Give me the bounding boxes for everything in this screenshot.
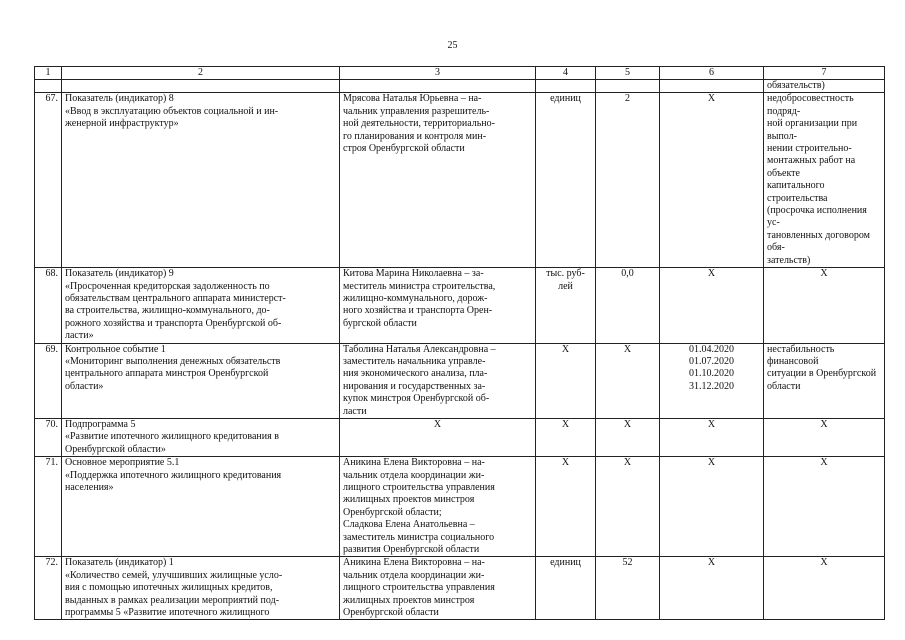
row-number: 71.	[35, 457, 62, 557]
text-line: программы 5 «Развитие ипотечного жилищного	[65, 607, 270, 619]
indicator-name	[62, 268, 340, 343]
responsible-person	[340, 93, 536, 268]
text-line: нестабильность финансовой	[767, 343, 835, 367]
text-line: чальник отдела координации жи-	[343, 469, 485, 481]
text-line: «Ввод в эксплуатацию объектов социальной и ин-	[65, 105, 279, 117]
text-line: Сладкова Елена Анатольевна –	[343, 519, 475, 531]
indicator-name	[62, 418, 340, 456]
indicator-name	[62, 457, 340, 557]
value-cell: Х	[596, 418, 660, 456]
text-line: Китова Марина Николаевна – за-	[343, 268, 484, 280]
text-line: заместитель начальника управле-	[343, 355, 486, 367]
row-number: 70.	[35, 418, 62, 456]
table-row	[35, 457, 885, 557]
date-line: 01.04.2020	[689, 343, 734, 355]
value-cell: 2	[596, 93, 660, 268]
page-number: 25	[447, 40, 458, 51]
table-header-row	[35, 67, 885, 80]
value-cell: 0,0	[596, 268, 660, 343]
text-line: жилищных проектов минстроя	[343, 594, 475, 606]
text-line: ного хозяйства и транспорта Орен-	[343, 305, 493, 317]
header-cell: 5	[596, 67, 660, 80]
date-cell: Х	[660, 557, 764, 620]
text-line: Оренбургской области»	[65, 443, 166, 455]
text-line: жилищных проектов минстроя	[343, 494, 475, 506]
value-cell: 52	[596, 557, 660, 620]
date-cell: Х	[660, 268, 764, 343]
indicators-table	[34, 66, 885, 620]
text-line: вия с помощью ипотечных жилищных кредитов,	[65, 582, 273, 594]
text-line: выданных в рамках реализации мероприятий под-	[65, 594, 280, 606]
text-line: купок минстроя Оренбургской об-	[343, 393, 490, 405]
date-cell: Х	[660, 93, 764, 268]
risk-cell: Х	[764, 557, 885, 620]
header-cell: 3	[340, 67, 536, 80]
text-line: Оренбургской области;	[343, 506, 442, 518]
risk-cell: Х	[764, 268, 885, 343]
table-row	[35, 268, 885, 343]
text-line: ной организации при выпол-	[767, 118, 858, 142]
text-line: заместитель министра социального	[343, 531, 495, 543]
unit-cell	[536, 268, 596, 343]
text-line: «Количество семей, улучшивших жилищные усло-	[65, 569, 283, 581]
text-line: недобросовестность подряд-	[767, 93, 854, 117]
text-line: населения»	[65, 482, 114, 493]
date-cell: Х	[660, 457, 764, 557]
text-line: «Развитие ипотечного жилищного кредитования в	[65, 431, 279, 443]
text-line: монтажных работ на объекте	[767, 155, 856, 179]
text-line: Подпрограмма 5	[65, 418, 136, 430]
table-row	[35, 418, 885, 456]
text-line: «Мониторинг выполнения денежных обязательств	[65, 355, 281, 367]
text-line: зательств)	[767, 254, 811, 266]
text-line: лищного строительства управления	[343, 582, 495, 594]
date-cell	[660, 343, 764, 418]
text-line: нении строительно-	[767, 143, 852, 155]
text-line: Оренбургской области	[343, 607, 439, 619]
unit-cell: единиц	[536, 93, 596, 268]
text-line: Показатель (индикатор) 9	[65, 268, 174, 280]
table-row	[35, 557, 885, 620]
text-line: лищного строительства управления	[343, 482, 495, 493]
unit-cell: Х	[536, 343, 596, 418]
date-line: 01.10.2020	[689, 368, 734, 380]
date-line: 01.07.2020	[689, 355, 734, 367]
text-line: ласти	[343, 405, 367, 417]
text-line: Показатель (индикатор) 1	[65, 557, 174, 569]
text-line: чальник отдела координации жи-	[343, 569, 485, 581]
text-line: (просрочка исполнения ус-	[767, 205, 867, 229]
risk-cell: Х	[764, 418, 885, 456]
text-line: нирования и государственных за-	[343, 380, 486, 392]
row-number: 69.	[35, 343, 62, 418]
text-line: Аникина Елена Викторовна – на-	[343, 557, 485, 569]
text-line: обязательствам центрального аппарата министерст-	[65, 292, 286, 304]
row-number: 68.	[35, 268, 62, 343]
text-line: лей	[558, 280, 573, 292]
text-line: Мрясова Наталья Юрьевна – на-	[343, 93, 482, 105]
continued-row	[35, 80, 885, 93]
text-line: тановленных договором обя-	[767, 229, 870, 254]
text-line: «Просроченная кредиторская задолженность по	[65, 280, 270, 292]
unit-cell: Х	[536, 418, 596, 456]
value-cell: Х	[596, 457, 660, 557]
text-line: жилищно-коммунального, дорож-	[343, 292, 488, 304]
unit-cell: единиц	[536, 557, 596, 620]
continued-cell: обязательств)	[764, 80, 885, 93]
text-line: «Поддержка ипотечного жилищного кредитования	[65, 469, 282, 481]
text-line: Контрольное событие 1	[65, 343, 166, 355]
header-cell: 2	[62, 67, 340, 80]
text-line: области»	[65, 380, 104, 392]
text-line: развития Оренбургской области	[343, 544, 480, 556]
text-line: тыс. руб-	[546, 268, 585, 280]
value-cell: Х	[596, 343, 660, 418]
indicator-name	[62, 557, 340, 620]
text-line: бургской области	[343, 317, 417, 329]
responsible-person	[340, 268, 536, 343]
text-line: центрального аппарата минстроя Оренбургской	[65, 368, 269, 380]
table-row	[35, 343, 885, 418]
risk-cell	[764, 343, 885, 418]
responsible-person	[340, 557, 536, 620]
text-line: области	[767, 380, 801, 392]
header-cell: 1	[35, 67, 62, 80]
text-line: чальник управления разрешитель-	[343, 105, 490, 117]
text-line: рожного хозяйства и транспорта Оренбургской об-	[65, 317, 282, 329]
text-line: строя Оренбургской области	[343, 143, 465, 155]
text-line: ной деятельности, территориально-	[343, 118, 495, 130]
text-line: Показатель (индикатор) 8	[65, 93, 174, 105]
text-line: го планирования и контроля мин-	[343, 130, 487, 142]
text-line: ласти»	[65, 330, 94, 342]
text-line: капитального строительства	[767, 180, 828, 204]
text-line: меститель министра строительства,	[343, 280, 496, 292]
table-row	[35, 93, 885, 268]
responsible-person	[340, 343, 536, 418]
text-line: женерной инфраструктур»	[65, 118, 179, 130]
text-line: Таболина Наталья Александровна –	[343, 343, 496, 355]
text-line: ния экономического анализа, пла-	[343, 368, 488, 380]
date-line: 31.12.2020	[689, 380, 734, 392]
row-number: 72.	[35, 557, 62, 620]
indicator-name	[62, 93, 340, 268]
text-line: ва строительства, жилищно-коммунального, до-	[65, 305, 270, 317]
responsible-person	[340, 457, 536, 557]
text-line: ситуации в Оренбургской	[767, 368, 877, 380]
header-cell: 7	[764, 67, 885, 80]
text-line: Аникина Елена Викторовна – на-	[343, 457, 485, 469]
indicator-name	[62, 343, 340, 418]
risk-cell: Х	[764, 457, 885, 557]
unit-cell: Х	[536, 457, 596, 557]
date-cell: Х	[660, 418, 764, 456]
risk-cell	[764, 93, 885, 268]
header-cell: 6	[660, 67, 764, 80]
row-number: 67.	[35, 93, 62, 268]
header-cell: 4	[536, 67, 596, 80]
responsible-person: Х	[340, 418, 536, 456]
text-line: Основное мероприятие 5.1	[65, 457, 180, 469]
